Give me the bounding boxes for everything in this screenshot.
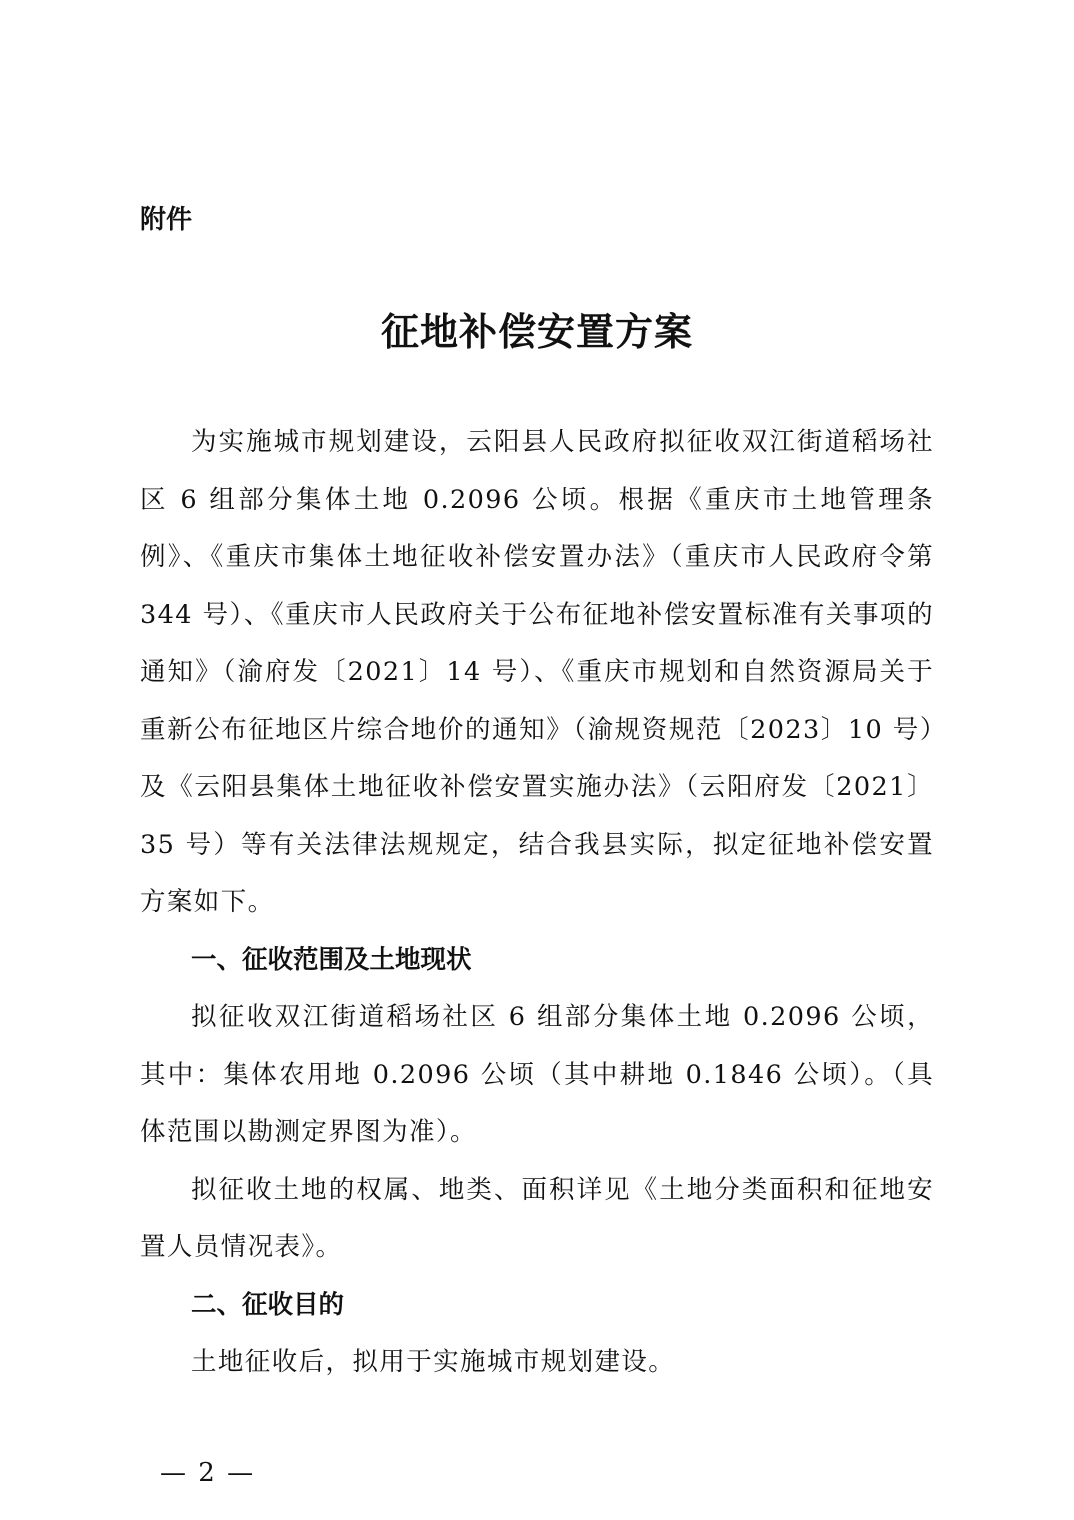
attachment-label: 附件	[140, 205, 193, 235]
scope-paragraph: 拟征收双江街道稻场社区 6 组部分集体土地 0.2096 公顷，其中：集体农用地 0.2096 公顷（其中耕地 0.1846 公顷）。（具体范围以勘测定界图为准）。	[140, 1002, 934, 1147]
intro-paragraph: 为实施城市规划建设，云阳县人民政府拟征收双江街道稻场社区 6 组部分集体土地 0.2096 公顷。根据《重庆市土地管理条例》、《重庆市集体土地征收补偿安置办法》（重庆市人民政府令第 344 号）、《重庆市人民政府关于公布征地补偿安置标准有关事项的通知》（渝府发〔2021〕14 号）、《重庆市规划和自然资源局关于重新公布征地区片综合地价的通知》（渝规资规范〔2023〕10 号）及《云阳县集体土地征收补偿安置实施办法》（云阳府发〔2021〕35 号）等有关法律法规规定，结合我县实际，拟定征地补偿安置方案如下。	[140, 427, 934, 917]
purpose-paragraph: 土地征收后，拟用于实施城市规划建设。	[191, 1347, 676, 1377]
document-title: 征地补偿安置方案	[380, 309, 693, 354]
ownership-paragraph: 拟征收土地的权属、地类、面积详见《土地分类面积和征地安置人员情况表》。	[140, 1174, 934, 1262]
document-body	[140, 414, 934, 1392]
section-heading-purpose: 二、征收目的	[191, 1289, 345, 1320]
page-number: — 2 —	[160, 1458, 256, 1488]
section-heading-scope: 一、征收范围及土地现状	[191, 944, 472, 975]
